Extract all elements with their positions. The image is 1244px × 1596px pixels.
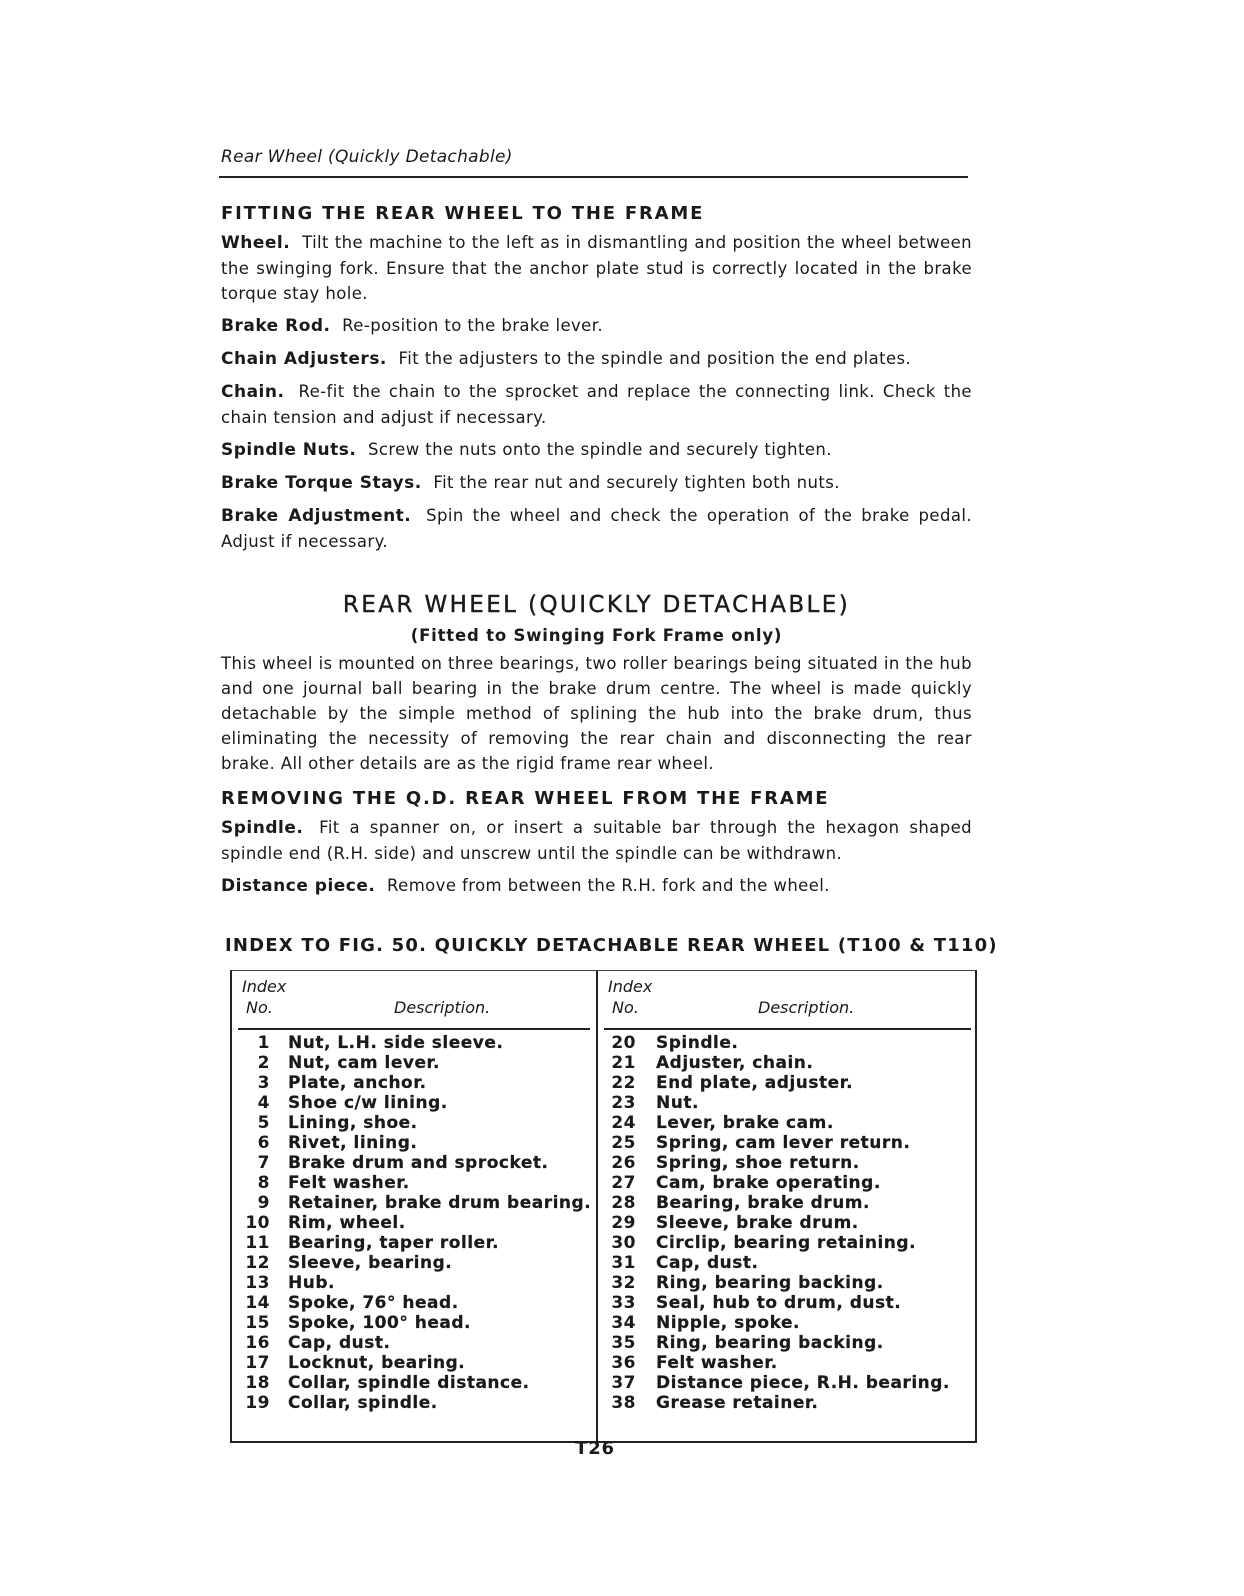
index-row <box>598 1053 977 1073</box>
qd-intro-section <box>221 651 972 783</box>
index-description: Spring, shoe return. <box>656 1153 860 1173</box>
index-description: Spring, cam lever return. <box>656 1133 911 1153</box>
fitting-section <box>221 203 972 561</box>
index-row <box>598 1293 977 1313</box>
step-label: Brake Rod. <box>221 316 331 336</box>
index-number: 36 <box>611 1353 636 1373</box>
index-description: Felt washer. <box>288 1173 410 1193</box>
index-row <box>232 1373 596 1393</box>
index-description: Sleeve, bearing. <box>288 1253 453 1273</box>
index-row <box>232 1353 596 1373</box>
index-number: 16 <box>245 1333 270 1353</box>
index-description: Circlip, bearing retaining. <box>656 1233 917 1253</box>
index-row <box>598 1033 977 1053</box>
index-row <box>232 1393 596 1413</box>
index-header <box>232 971 596 1025</box>
index-number: 19 <box>245 1393 270 1413</box>
index-description: Grease retainer. <box>656 1393 819 1413</box>
index-column-right <box>596 971 977 1441</box>
index-description: Sleeve, brake drum. <box>656 1213 859 1233</box>
index-number: 23 <box>611 1093 636 1113</box>
index-row <box>598 1333 977 1353</box>
index-row <box>232 1193 596 1213</box>
step-label: Spindle Nuts. <box>221 440 357 460</box>
step-text: Spin the wheel and check the operation of the brake pedal. Adjust if necessary. <box>221 506 973 551</box>
index-description: Shoe c/w lining. <box>288 1093 448 1113</box>
step-text: Fit a spanner on, or insert a suitable bar through the hexagon shaped spindle end (R.H. side) and unscrew until the spindle can be withdrawn. <box>221 818 972 863</box>
step-text: Remove from between the R.H. fork and the wheel. <box>387 876 830 895</box>
index-description: Hub. <box>288 1273 335 1293</box>
index-number: 34 <box>611 1313 636 1333</box>
index-row <box>598 1073 977 1093</box>
step-label: Wheel. <box>221 233 291 253</box>
index-rows-right <box>598 1033 977 1413</box>
index-number: 24 <box>611 1113 636 1133</box>
index-description: Retainer, brake drum bearing. <box>288 1193 592 1213</box>
index-row <box>232 1033 596 1053</box>
step-text: Re-fit the chain to the sprocket and replace the connecting link. Check the chain tension and adjust if necessary. <box>221 382 972 427</box>
index-description: Bearing, taper roller. <box>288 1233 500 1253</box>
index-number: 26 <box>611 1153 636 1173</box>
index-description: Spindle. <box>656 1033 739 1053</box>
step-label: Chain Adjusters. <box>221 349 387 369</box>
index-row <box>232 1173 596 1193</box>
index-number: 17 <box>245 1353 270 1373</box>
header-rule <box>219 176 968 178</box>
index-number: 31 <box>611 1253 636 1273</box>
index-column-left <box>232 971 596 1441</box>
index-row <box>598 1393 977 1413</box>
index-description: Lever, brake cam. <box>656 1113 834 1133</box>
index-row <box>598 1113 977 1133</box>
index-number: 29 <box>611 1213 636 1233</box>
index-number: 35 <box>611 1333 636 1353</box>
index-row <box>232 1073 596 1093</box>
index-description: Rivet, lining. <box>288 1133 418 1153</box>
index-row <box>232 1133 596 1153</box>
index-number: 1 <box>257 1033 270 1053</box>
index-description: Lining, shoe. <box>288 1113 418 1133</box>
step-label: Distance piece. <box>221 876 376 896</box>
index-number: 33 <box>611 1293 636 1313</box>
qd-subheading: (Fitted to Swinging Fork Frame only) <box>410 626 783 645</box>
index-row <box>232 1053 596 1073</box>
index-row <box>232 1233 596 1253</box>
fitting-step <box>221 346 972 372</box>
index-row <box>232 1113 596 1133</box>
index-row <box>232 1273 596 1293</box>
index-number: 6 <box>257 1133 270 1153</box>
index-description: Bearing, brake drum. <box>656 1193 870 1213</box>
index-number: 28 <box>611 1193 636 1213</box>
index-description: Brake drum and sprocket. <box>288 1153 549 1173</box>
index-number: 22 <box>611 1073 636 1093</box>
index-description: Cam, brake operating. <box>656 1173 881 1193</box>
index-description: Nut, L.H. side sleeve. <box>288 1033 504 1053</box>
header-rule <box>238 1028 590 1030</box>
index-description: Spoke, 100° head. <box>288 1313 471 1333</box>
index-number: 27 <box>611 1173 636 1193</box>
index-description: Cap, dust. <box>288 1333 391 1353</box>
header-rule <box>604 1028 971 1030</box>
index-number: 4 <box>257 1093 270 1113</box>
step-text: Screw the nuts onto the spindle and securely tighten. <box>367 440 832 459</box>
index-number: 20 <box>611 1033 636 1053</box>
index-number: 7 <box>257 1153 270 1173</box>
index-row <box>232 1253 596 1273</box>
index-number: 14 <box>245 1293 270 1313</box>
index-number: 38 <box>611 1393 636 1413</box>
index-row <box>598 1153 977 1173</box>
index-number: 11 <box>245 1233 270 1253</box>
index-description: Collar, spindle. <box>288 1393 438 1413</box>
index-number: 21 <box>611 1053 636 1073</box>
header-description: Description. <box>758 998 855 1017</box>
header-description: Description. <box>394 998 491 1017</box>
index-number: 15 <box>245 1313 270 1333</box>
index-number: 30 <box>611 1233 636 1253</box>
fitting-step <box>221 503 972 554</box>
index-description: Ring, bearing backing. <box>656 1273 884 1293</box>
step-text: Fit the rear nut and securely tighten both nuts. <box>433 473 840 492</box>
index-number: 2 <box>257 1053 270 1073</box>
removing-section <box>221 788 972 906</box>
index-row <box>232 1333 596 1353</box>
index-number: 5 <box>257 1113 270 1133</box>
index-row <box>598 1353 977 1373</box>
index-row <box>232 1153 596 1173</box>
index-row <box>598 1173 977 1193</box>
index-description: Locknut, bearing. <box>288 1353 466 1373</box>
header-no: No. <box>612 998 639 1017</box>
index-description: Seal, hub to drum, dust. <box>656 1293 902 1313</box>
index-number: 18 <box>245 1373 270 1393</box>
index-row <box>598 1253 977 1273</box>
index-row <box>598 1313 977 1333</box>
fitting-heading: FITTING THE REAR WHEEL TO THE FRAME <box>221 203 705 224</box>
index-description: Nipple, spoke. <box>656 1313 800 1333</box>
fitting-step <box>221 470 972 496</box>
index-row <box>598 1193 977 1213</box>
index-row <box>232 1313 596 1333</box>
index-row <box>598 1093 977 1113</box>
fitting-step <box>221 230 972 306</box>
step-text: Re-position to the brake lever. <box>342 316 604 335</box>
index-number: 25 <box>611 1133 636 1153</box>
header-no: No. <box>246 998 273 1017</box>
step-label: Spindle. <box>221 818 304 838</box>
step-label: Chain. <box>221 382 285 402</box>
index-number: 37 <box>611 1373 636 1393</box>
fitting-step <box>221 437 972 463</box>
index-description: Collar, spindle distance. <box>288 1373 530 1393</box>
index-number: 10 <box>245 1213 270 1233</box>
header-index: Index <box>242 977 287 996</box>
index-description: Adjuster, chain. <box>656 1053 814 1073</box>
index-number: 3 <box>257 1073 270 1093</box>
index-row <box>232 1213 596 1233</box>
index-row <box>598 1133 977 1153</box>
index-row <box>598 1233 977 1253</box>
removing-heading: REMOVING THE Q.D. REAR WHEEL FROM THE FRAME <box>221 788 830 809</box>
index-row <box>598 1213 977 1233</box>
index-number: 13 <box>245 1273 270 1293</box>
step-label: Brake Adjustment. <box>221 506 412 526</box>
index-number: 8 <box>257 1173 270 1193</box>
index-description: Ring, bearing backing. <box>656 1333 884 1353</box>
header-index: Index <box>608 977 653 996</box>
step-label: Brake Torque Stays. <box>221 473 422 493</box>
fitting-step <box>221 313 972 339</box>
index-description: Distance piece, R.H. bearing. <box>656 1373 950 1393</box>
index-row <box>598 1373 977 1393</box>
index-description: Nut. <box>656 1093 699 1113</box>
qd-intro: This wheel is mounted on three bearings, two roller bearings being situated in the hub and one journal ball bearing in the brake drum centre. The wheel is made quickly detachable by the simple method of splining the hub into the brake drum, thus eliminating the necessity of removing the rear chain and disconnecting the rear brake. All other details are as the rigid frame rear wheel. <box>221 654 972 773</box>
index-row <box>232 1293 596 1313</box>
fitting-step <box>221 379 972 430</box>
removing-step <box>221 815 972 866</box>
index-description: Nut, cam lever. <box>288 1053 440 1073</box>
index-description: End plate, adjuster. <box>656 1073 854 1093</box>
index-number: 12 <box>245 1253 270 1273</box>
index-description: Felt washer. <box>656 1353 778 1373</box>
removing-step <box>221 873 972 899</box>
step-text: Fit the adjusters to the spindle and position the end plates. <box>398 349 912 368</box>
index-header <box>598 971 977 1025</box>
qd-heading: REAR WHEEL (QUICKLY DETACHABLE) <box>342 592 851 618</box>
index-number: 9 <box>257 1193 270 1213</box>
index-description: Cap, dust. <box>656 1253 759 1273</box>
running-head: Rear Wheel (Quickly Detachable) <box>221 147 513 167</box>
index-rows-left <box>232 1033 596 1413</box>
index-description: Spoke, 76° head. <box>288 1293 459 1313</box>
index-number: 32 <box>611 1273 636 1293</box>
index-table <box>230 970 977 1443</box>
index-description: Plate, anchor. <box>288 1073 427 1093</box>
step-text: Tilt the machine to the left as in dismantling and position the wheel between the swinging fork. Ensure that the anchor plate stud is correctly located in the brake torque stay hole. <box>221 233 972 303</box>
index-title: INDEX TO FIG. 50. QUICKLY DETACHABLE REAR WHEEL (T100 & T110) <box>225 935 998 956</box>
page-number: T26 <box>575 1438 615 1459</box>
index-row <box>232 1093 596 1113</box>
index-description: Rim, wheel. <box>288 1213 406 1233</box>
index-row <box>598 1273 977 1293</box>
